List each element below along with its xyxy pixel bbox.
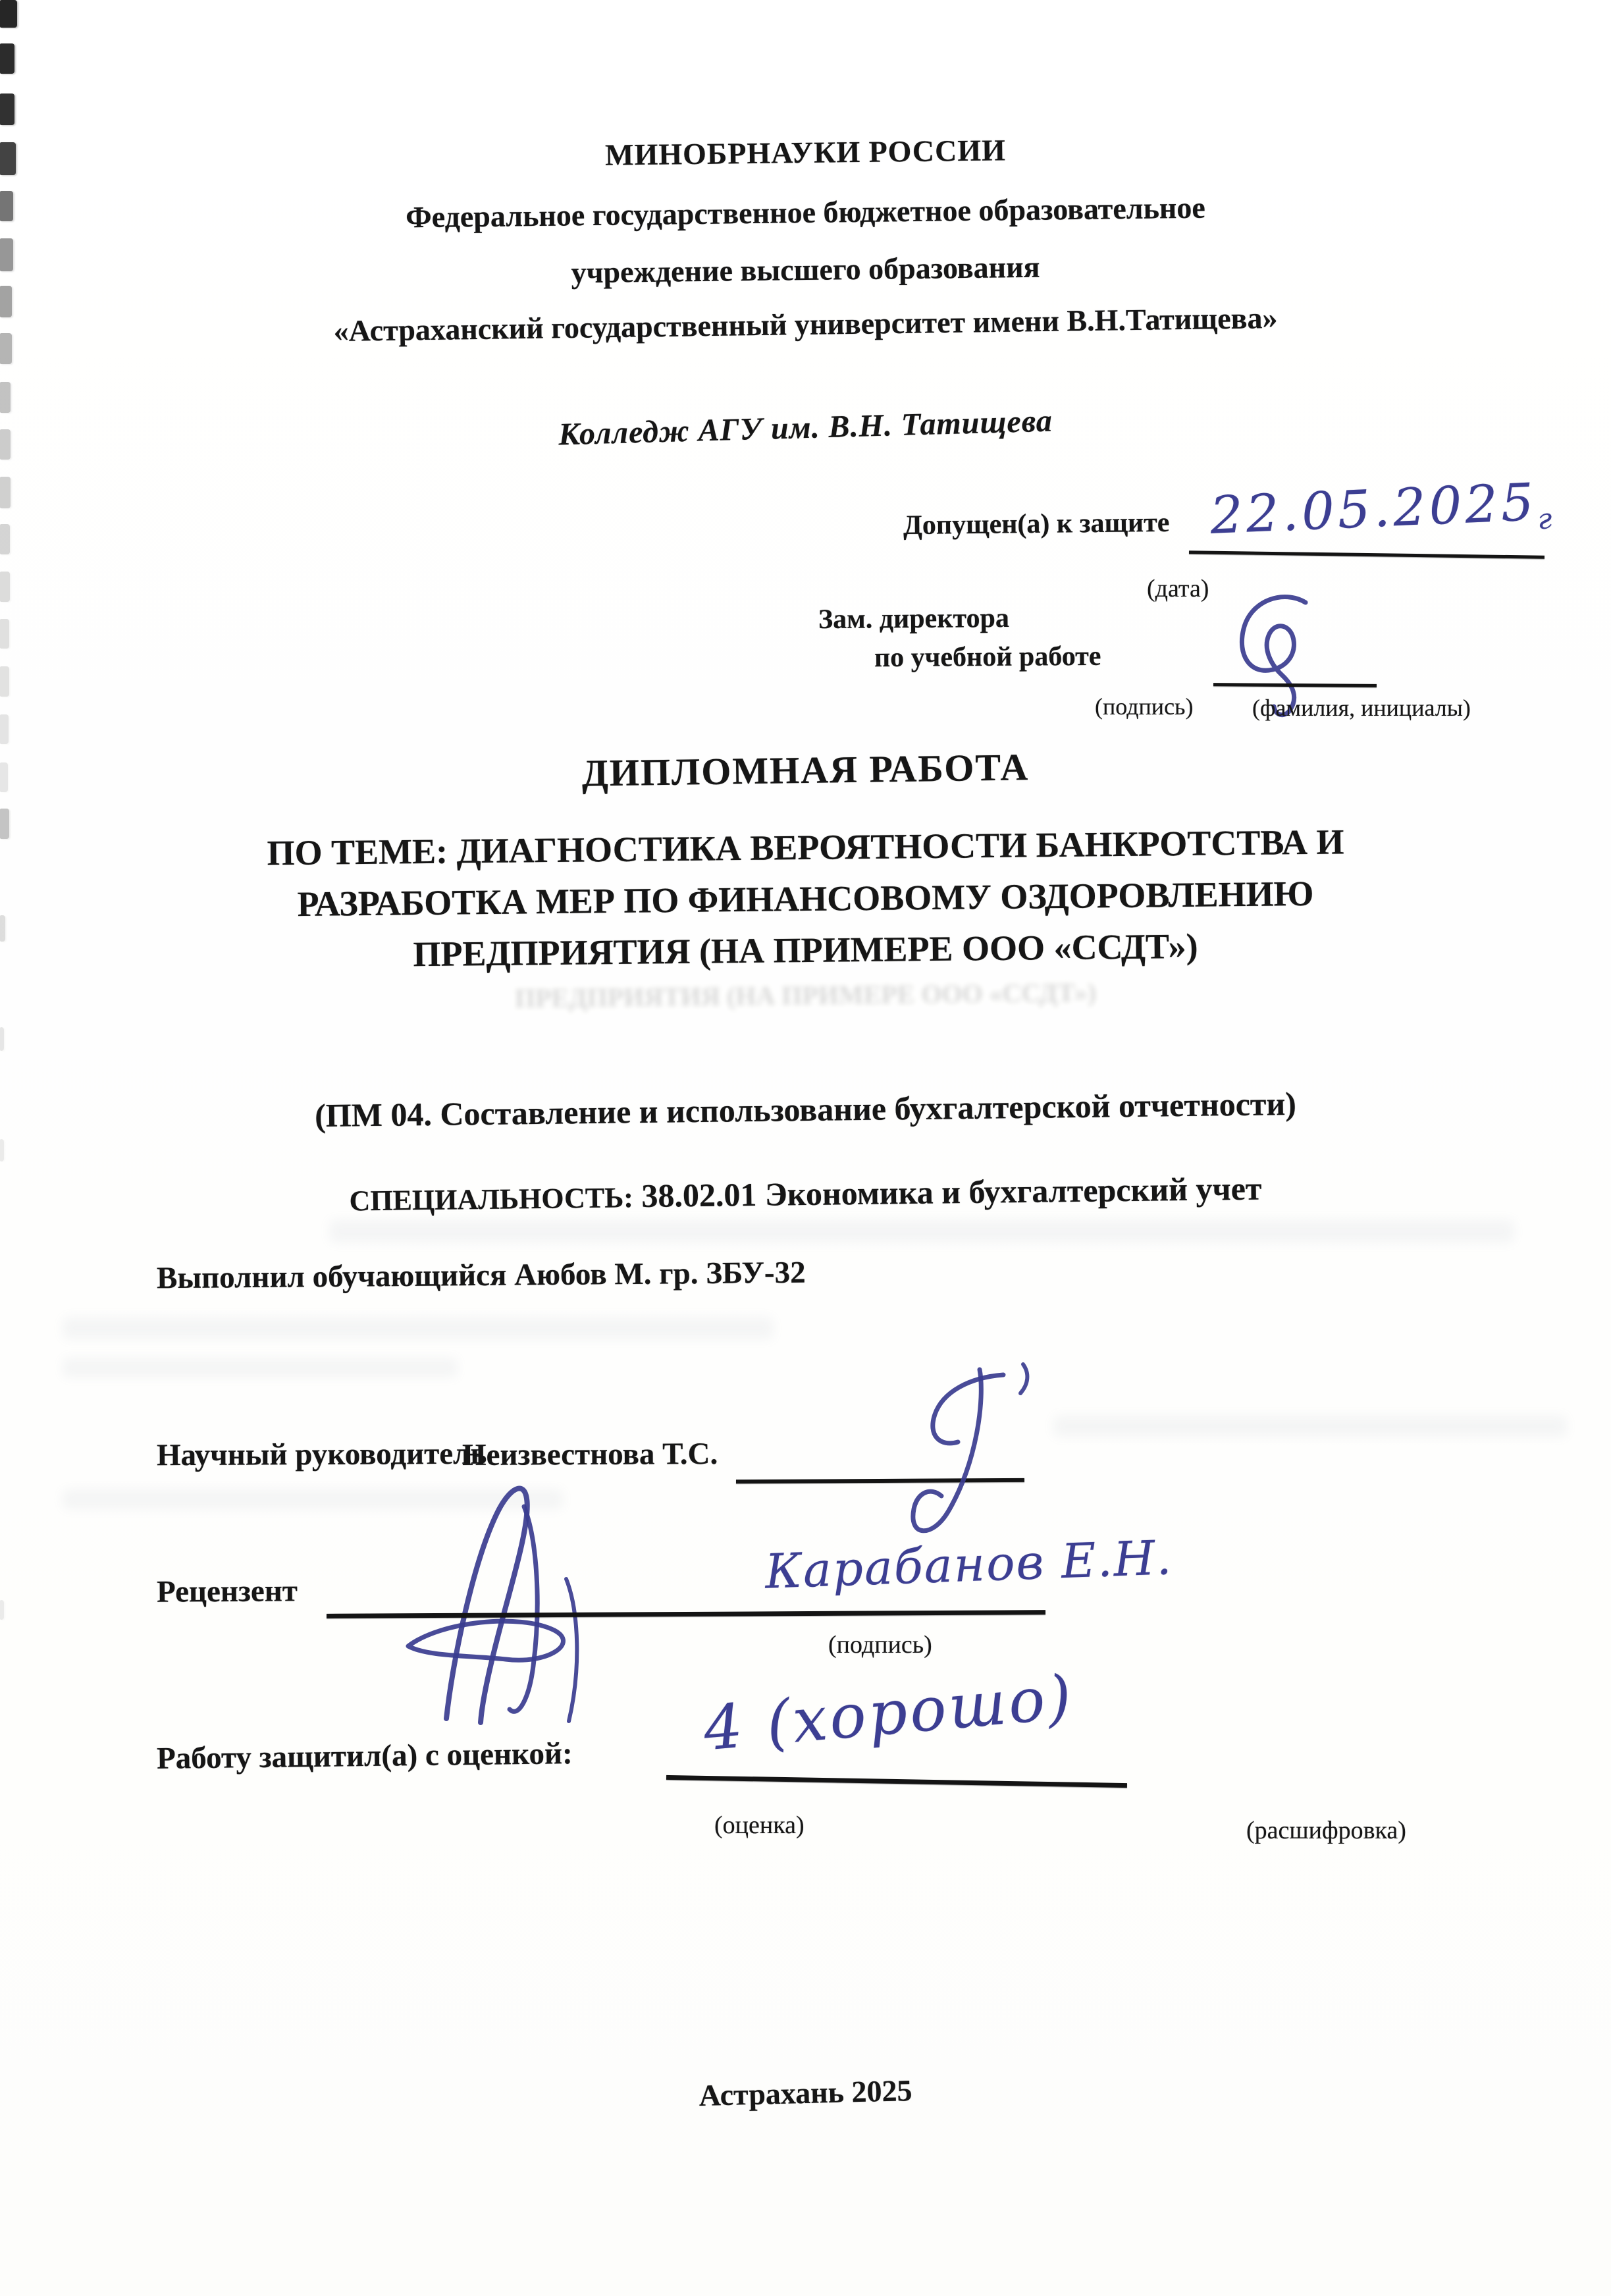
theme-line-1: ПО ТЕМЕ: ДИАГНОСТИКА ВЕРОЯТНОСТИ БАНКРОТСТВА И: [267, 822, 1344, 873]
admission-date-handwritten: 22.05.2025г: [1209, 473, 1556, 546]
binding-mark: [0, 1027, 4, 1051]
college-line: Колледж АГУ им. В.Н. Татищева: [558, 403, 1053, 452]
bleed-smudge: [1053, 1416, 1567, 1437]
supervisor-label: Научный руководитель: [156, 1436, 487, 1473]
institution-line-3: «Астраханский государственный университет имени В.Н.Татищева»: [333, 300, 1278, 348]
binding-mark: [0, 572, 10, 602]
supervisor-signature: [851, 1358, 1048, 1559]
binding-mark: [0, 93, 14, 125]
bleed-smudge: [63, 1317, 774, 1339]
binding-mark: [0, 809, 9, 839]
director-line-2: по учебной работе: [874, 641, 1101, 674]
reviewer-name-handwritten: Карабанов Е.Н.: [764, 1530, 1174, 1599]
reviewer-label: Рецензент: [156, 1574, 298, 1609]
binding-mark: [0, 1600, 4, 1620]
binding-mark: [0, 619, 9, 649]
module-line: (ПМ 04. Составление и использование бухгалтерской отчетности): [314, 1084, 1297, 1135]
date-caption: (дата): [1147, 575, 1209, 602]
theme-line-3: ПРЕДПРИЯТИЯ (НА ПРИМЕРЕ ООО «ССДТ»): [413, 926, 1198, 974]
binding-mark: [0, 1139, 4, 1161]
defense-label: Работу защитил(а) с оценкой:: [156, 1736, 573, 1776]
ministry-line: МИНОБРНАУКИ РОССИИ: [604, 133, 1007, 172]
specialty-line: [0, 1165, 1611, 1223]
binding-mark: [0, 382, 11, 413]
institution-line-1: Федеральное государственное бюджетное образовательное: [405, 190, 1206, 234]
admission-date-underline: [1189, 550, 1545, 559]
reviewer-signature: [369, 1460, 737, 1740]
bleed-smudge: [329, 1219, 1514, 1243]
grade-caption: (оценка): [714, 1811, 805, 1839]
binding-mark: [0, 524, 10, 554]
bleed-through-echo: ПРЕДПРИЯТИЯ (НА ПРИМЕРЕ ООО «ССДТ»): [514, 977, 1097, 1013]
admission-label: Допущен(а) к защите: [903, 507, 1170, 541]
grade-handwritten: 4 (хорошо): [700, 1661, 1077, 1765]
binding-mark: [0, 0, 17, 28]
binding-mark: [0, 666, 9, 697]
city-year-line: Астрахань 2025: [698, 2073, 913, 2112]
transcript-caption: (расшифровка): [1246, 1817, 1406, 1844]
specialty-label: СПЕЦИАЛЬНОСТЬ:: [349, 1181, 634, 1217]
director-line-1: Зам. директора: [818, 602, 1010, 635]
bleed-smudge: [63, 1358, 458, 1377]
institution-line-2: учреждение высшего образования: [571, 250, 1040, 290]
binding-mark: [0, 477, 11, 508]
work-type-title: ДИПЛОМНАЯ РАБОТА: [581, 745, 1030, 795]
specialty-value: 38.02.01 Экономика и бухгалтерский учет: [641, 1169, 1262, 1215]
signature-caption: (подпись): [1095, 693, 1194, 720]
performer-line: Выполнил обучающийся Аюбов М. гр. ЗБУ-32: [156, 1255, 806, 1296]
supervisor-name: Неизвестнова Т.С.: [462, 1436, 718, 1473]
grade-underline: [666, 1775, 1127, 1788]
binding-mark: [0, 714, 9, 744]
theme-line-2: РАЗРАБОТКА МЕР ПО ФИНАНСОВОМУ ОЗДОРОВЛЕНИЮ: [297, 873, 1314, 924]
binding-mark: [0, 43, 14, 74]
reviewer-signature-caption: (подпись): [828, 1631, 932, 1659]
name-initials-caption: (фамилия, инициалы): [1252, 695, 1471, 721]
